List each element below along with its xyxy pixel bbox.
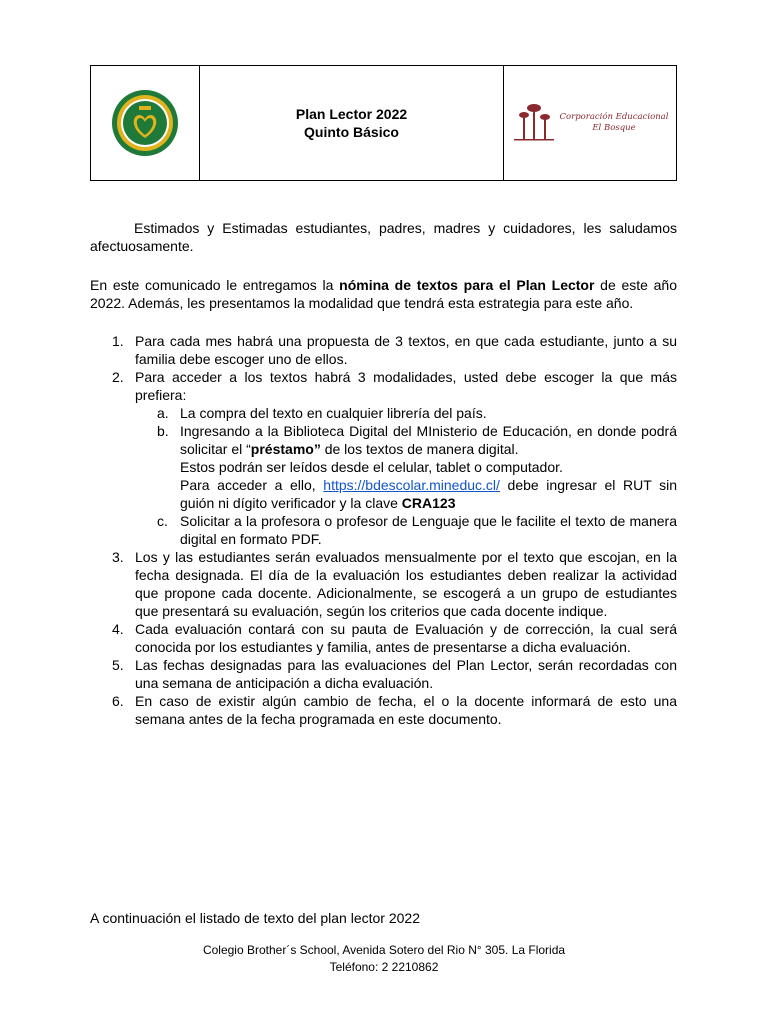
school-emblem-icon <box>110 88 180 158</box>
access-text-before: Para acceder a ello, <box>180 477 324 493</box>
school-logo-cell <box>91 66 200 180</box>
list-number: 1. <box>112 333 124 349</box>
footer-phone: Teléfono: 2 2210862 <box>329 960 439 974</box>
list-item-5 <box>90 656 677 692</box>
intro-paragraph <box>90 276 677 312</box>
list-item-text: Para cada mes habrá una propuesta de 3 textos, en que cada estudiante, junto a su familia debe escoger uno de ellos. <box>135 333 677 367</box>
devices-text: Estos podrán ser leídos desde el celular, tablet o computador. <box>180 459 563 475</box>
sub-item-text-cont: de los textos de manera digital. <box>320 441 519 457</box>
access-text-after: debe ingresar el RUT sin guión ni dígito verificador y la clave <box>180 477 678 511</box>
sub-item-text: La compra del texto en cualquier librería del país. <box>180 405 487 421</box>
sub-letter: c. <box>157 513 168 529</box>
intro-bold-text: nómina de textos para el Plan Lector <box>339 277 595 293</box>
closing-text: A continuación el listado de texto del plan lector 2022 <box>90 910 421 926</box>
list-item-text: Los y las estudiantes serán evaluados mensualmente por el texto que escojan, en la fecha designada. El día de la evaluación los estudiantes deben realizar la actividad que propone cada docente. Adicionalmente, se escogerá a un grupo de estudiantes que presentará su evaluación, según los criterios que cada docente indique. <box>135 549 677 619</box>
loan-bold-text: préstamo” <box>250 441 321 457</box>
intro-text-after: de este año 2022. Además, les presentamos la modalidad que tendrá esta estrategia para este año. <box>90 277 677 311</box>
sub-item-a <box>135 404 677 422</box>
mineduc-library-link[interactable]: https://bdescolar.mineduc.cl/ <box>323 477 500 493</box>
sub-letter: b. <box>157 423 169 439</box>
access-code: CRA123 <box>401 495 456 511</box>
list-number: 6. <box>112 693 124 709</box>
sub-list <box>135 404 677 548</box>
list-number: 3. <box>112 549 124 565</box>
list-item-text: En caso de existir algún cambio de fecha, el o la docente informará de esto una semana antes de la fecha programada en este documento. <box>135 693 677 727</box>
sub-item-b <box>135 422 677 512</box>
list-item-text: Las fechas designadas para las evaluaciones del Plan Lector, serán recordadas con una semana de anticipación a dicha evaluación. <box>135 657 677 691</box>
header-table <box>90 65 677 181</box>
list-item-4 <box>90 620 677 656</box>
document-subtitle: Quinto Básico <box>304 124 399 140</box>
list-item-6 <box>90 692 677 728</box>
list-item-3 <box>90 548 677 620</box>
document-title: Plan Lector 2022 <box>295 106 408 122</box>
corporation-name-line2: El Bosque <box>592 123 636 133</box>
list-item-text: Para acceder a los textos habrá 3 modalidades, usted debe escoger la que más prefiera: <box>135 369 677 403</box>
list-number: 2. <box>112 369 124 385</box>
sub-letter: a. <box>157 405 169 421</box>
list-item-2 <box>90 368 677 548</box>
footer-address: Colegio Brother´s School, Avenida Sotero del Rio N° 305. La Florida <box>202 943 566 957</box>
instructions-list <box>90 332 677 728</box>
list-item-text: Cada evaluación contará con su pauta de Evaluación y de corrección, la cual será conocida por los estudiantes y familia, antes de presentarse a dicha evaluación. <box>135 621 677 655</box>
sub-item-c <box>135 512 677 548</box>
corporation-logo-cell <box>504 66 676 180</box>
list-item-1 <box>90 332 677 368</box>
title-cell <box>200 66 504 180</box>
corporation-name-line1: Corporación Educacional <box>559 112 669 122</box>
trees-logo-icon <box>512 101 556 145</box>
list-number: 4. <box>112 621 124 637</box>
intro-text-before: En este comunicado le entregamos la <box>90 277 340 293</box>
sub-item-text: Solicitar a la profesora o profesor de Lenguaje que le facilite el texto de manera digital en formato PDF. <box>180 513 677 547</box>
greeting-paragraph: Estimados y Estimadas estudiantes, padres, madres y cuidadores, les saludamos afectuosamente. <box>90 220 677 254</box>
list-number: 5. <box>112 657 124 673</box>
page-footer <box>0 942 768 976</box>
sub-item-text: Ingresando a la Biblioteca Digital del MInisterio de Educación, en donde podrá solicitar el “ <box>180 423 677 457</box>
